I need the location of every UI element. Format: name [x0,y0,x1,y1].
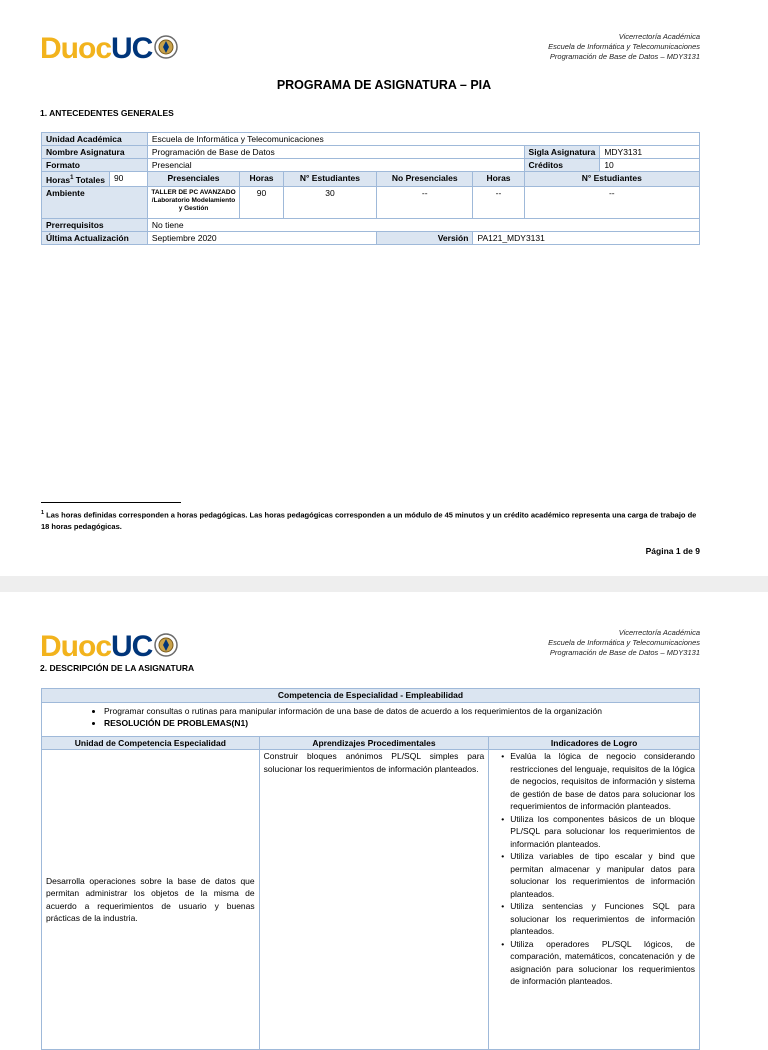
horas-header-2: Horas [473,172,524,187]
section-1-heading: 1. ANTECEDENTES GENERALES [40,108,174,118]
logo-uc-text-p2: UC [111,630,153,663]
aprendizaje-text: Construir bloques anónimos PL/SQL simples para solucionar los requerimientos de información planteados. [259,750,489,1050]
page-label: Página [645,546,676,556]
page-2 [0,592,768,1024]
formato-label: Formato [42,159,148,172]
sigla-value: MDY3131 [600,146,700,159]
nombre-label: Nombre Asignatura [42,146,148,159]
logo-uc-text: UC [111,32,153,65]
footnote [41,508,701,532]
footnote-mark: 1 [41,510,45,516]
page-total: 9 [695,546,700,556]
indicadores-cell [489,750,700,1050]
section-2-heading: 2. DESCRIPCIÓN DE LA ASIGNATURA [40,663,195,673]
ambiente-estudiantes: 30 [283,186,376,218]
footnote-divider [41,502,181,503]
page-separator [0,576,768,592]
horas-footnote-mark: 1 [70,175,74,181]
indicador-item: • Utiliza sentencias y Funciones SQL para solucionar los requerimientos de información planteados. [510,900,695,938]
aprendizajes-header: Aprendizajes Procedimentales [259,736,489,750]
competencia-item-1: • Programar consultas o rutinas para manipular información de una base de datos de acuerdo a los requerimientos de la organización [104,705,695,718]
seal-icon [154,33,178,66]
unidad-competencia-header: Unidad de Competencia Especialidad [42,736,260,750]
indicador-item: • Evalúa la lógica de negocio considerando restricciones del lenguaje, requisitos de la lógica de negocios, requisitos de información y sistema de gestión de base de datos para solucionar los requerimientos de información planteados. [510,750,695,813]
institution-header-p2 [548,628,700,658]
horas-totales-value: 90 [109,172,147,187]
unidad-value: Escuela de Informática y Telecomunicaciones [147,133,699,146]
header-line-3-p2: Programación de Base de Datos – MDY3131 [549,648,700,657]
ambiente-estudiantes-2: -- [524,186,699,218]
duoc-uc-logo-p2 [40,628,178,666]
page-number [646,546,700,556]
header-line-2: Escuela de Informática y Telecomunicaciones [548,42,700,51]
horas-totales-label [42,172,110,187]
indicador-item: • Utiliza operadores PL/SQL lógicos, de comparación, matemáticos, concatenación y de asignación para solucionar los requerimientos de información planteados. [510,938,695,988]
creditos-label: Créditos [524,159,600,172]
creditos-value: 10 [600,159,700,172]
version-label: Versión [377,231,473,244]
version-value: PA121_MDY3131 [473,231,700,244]
horas-header: Horas [240,172,284,187]
ambiente-label: Ambiente [42,186,148,218]
prerrequisitos-label: Prerrequisitos [42,218,148,231]
unidad-competencia-text: Desarrolla operaciones sobre la base de datos que permitan administrar los objetos de la misma de acuerdo a requerimientos de usuario y buenas prácticas de la industria. [42,750,260,1050]
totales-label: Totales [73,174,105,185]
duoc-uc-logo [40,30,178,68]
logo-duoc-text-p2: Duoc [40,630,111,663]
ambiente-horas-2: -- [473,186,524,218]
indicador-item: • Utiliza variables de tipo escalar y bind que permitan almacenar y manipular datos para solucionar los requerimientos de información planteados. [510,850,695,900]
footnote-text: Las horas definidas corresponden a horas pedagógicas. Las horas pedagógicas corresponden a un módulo de 45 minutos y un crédito académico representa una carga de trabajo de 18 horas pedagógicas. [41,510,697,531]
header-line-3: Programación de Base de Datos – MDY3131 [549,52,700,61]
nombre-value: Programación de Base de Datos [147,146,524,159]
no-presenciales-header: No Presenciales [377,172,473,187]
actualizacion-label: Última Actualización [42,231,148,244]
ambiente-horas: 90 [240,186,284,218]
competencia-item-2: • RESOLUCIÓN DE PROBLEMAS(N1) [104,717,695,730]
sigla-label: Sigla Asignatura [524,146,600,159]
horas-label: Horas [46,174,71,185]
header-line-1-p2: Vicerrectoría Académica [618,628,700,637]
ambiente-no-presenciales: -- [377,186,473,218]
general-info-table [41,132,700,245]
unidad-label: Unidad Académica [42,133,148,146]
prerrequisitos-value: No tiene [147,218,699,231]
header-line-2-p2: Escuela de Informática y Telecomunicaciones [548,638,700,647]
logo-duoc-text: Duoc [40,32,111,65]
competencia-items [42,702,700,736]
estudiantes-header: N° Estudiantes [283,172,376,187]
page-of: de [680,546,696,556]
actualizacion-value: Septiembre 2020 [147,231,376,244]
ambiente-value: TALLER DE PC AVANZADO /Laboratorio Modelamiento y Gestión [147,186,239,218]
estudiantes-header-2: N° Estudiantes [524,172,699,187]
presenciales-header: Presenciales [147,172,239,187]
page-title: PROGRAMA DE ASIGNATURA – PIA [276,78,492,92]
competencia-header: Competencia de Especialidad - Empleabilidad [42,689,700,703]
formato-value: Presencial [147,159,524,172]
seal-icon [154,631,178,664]
competencia-table [41,688,700,1050]
institution-header [548,32,700,62]
indicadores-header: Indicadores de Logro [489,736,700,750]
indicador-item: • Utiliza los componentes básicos de un bloque PL/SQL para solucionar los requerimientos de información planteados. [510,813,695,851]
page-current: 1 [675,546,681,556]
header-line-1: Vicerrectoría Académica [618,32,700,41]
